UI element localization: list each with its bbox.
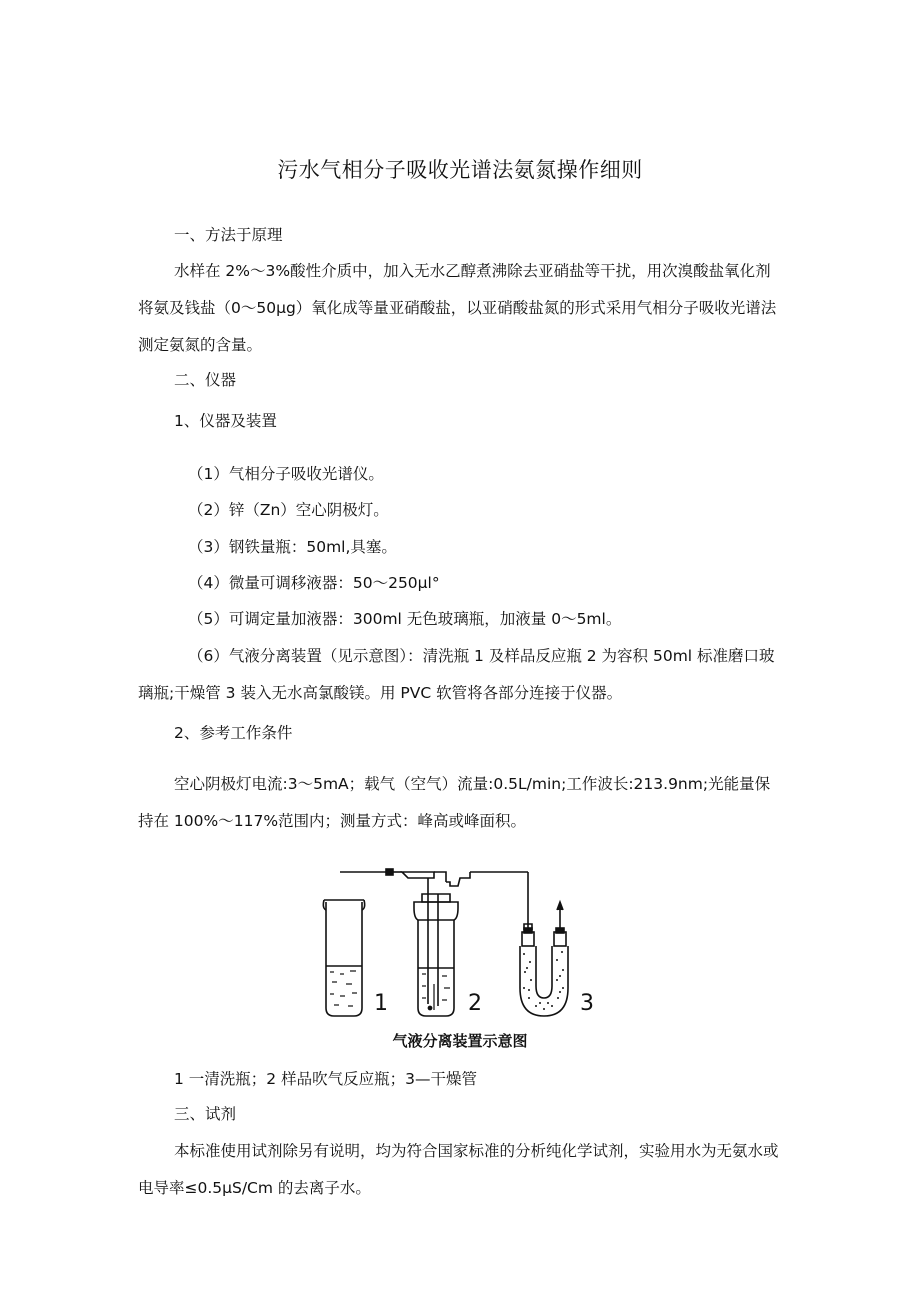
- instrument-item-5: （5）可调定量加液器：300ml 无色玻璃瓶，加液量 0～5ml。: [188, 610, 622, 628]
- section-3-body: 本标准使用试剂除另有说明，均为符合国家标准的分析纯化学试剂，实验用水为无氨水或电导率≤0.5μS/Cm 的去离子水。: [138, 1142, 779, 1197]
- section-3-heading: 三、试剂: [174, 1105, 237, 1123]
- figure-caption: 气液分离装置示意图: [392, 1032, 528, 1050]
- subsection-2-1-heading: 1、仪器及装置: [174, 412, 277, 430]
- instrument-item-4: （4）微量可调移液器：50～250μl°: [188, 574, 440, 592]
- reaction-bottle-2: [402, 872, 470, 1016]
- section-1-heading: 一、方法于原理: [174, 226, 283, 244]
- cleaning-bottle-1: [323, 900, 364, 1016]
- subsection-2-2-heading: 2、参考工作条件: [174, 724, 293, 742]
- figure-legend: 1 一清洗瓶；2 样品吹气反应瓶；3—干燥管: [174, 1070, 477, 1088]
- connecting-tube: [470, 872, 532, 932]
- instrument-item-6: （6）气液分离装置（见示意图）：清洗瓶 1 及样品反应瓶 2 为容积 50ml 标准磨口玻璃瓶;干燥管 3 装入无水高氯酸镁。用 PVC 软管将各部分连接于仪器。: [138, 647, 775, 702]
- section-1-body: 水样在 2%～3%酸性介质中，加入无水乙醇煮沸除去亚硝盐等干扰，用次溴酸盐氧化剂将氨及钱盐（0～50μg）氧化成等量亚硝酸盐，以亚硝酸盐氮的形式采用气相分子吸收光谱法测定氨氮的含量。: [138, 262, 777, 354]
- instrument-item-3: （3）钢铁量瓶：50ml,具塞。: [188, 538, 397, 556]
- document-title: 污水气相分子吸收光谱法氨氮操作细则: [277, 158, 643, 182]
- section-2-heading: 二、仪器: [174, 371, 237, 389]
- inlet-tube: [340, 869, 402, 875]
- label-1: 1: [374, 991, 388, 1016]
- label-2: 2: [468, 991, 482, 1016]
- gas-liquid-separator-diagram: [310, 858, 610, 1018]
- label-3: 3: [580, 991, 594, 1016]
- instrument-item-1: （1）气相分子吸收光谱仪。: [188, 465, 384, 483]
- instrument-item-2: （2）锌（Zn）空心阴极灯。: [188, 501, 389, 519]
- working-conditions: 空心阴极灯电流:3～5mA；载气（空气）流量:0.5L/min;工作波长:213.9nm;光能量保持在 100%～117%范围内；测量方式：峰高或峰面积。: [138, 775, 771, 830]
